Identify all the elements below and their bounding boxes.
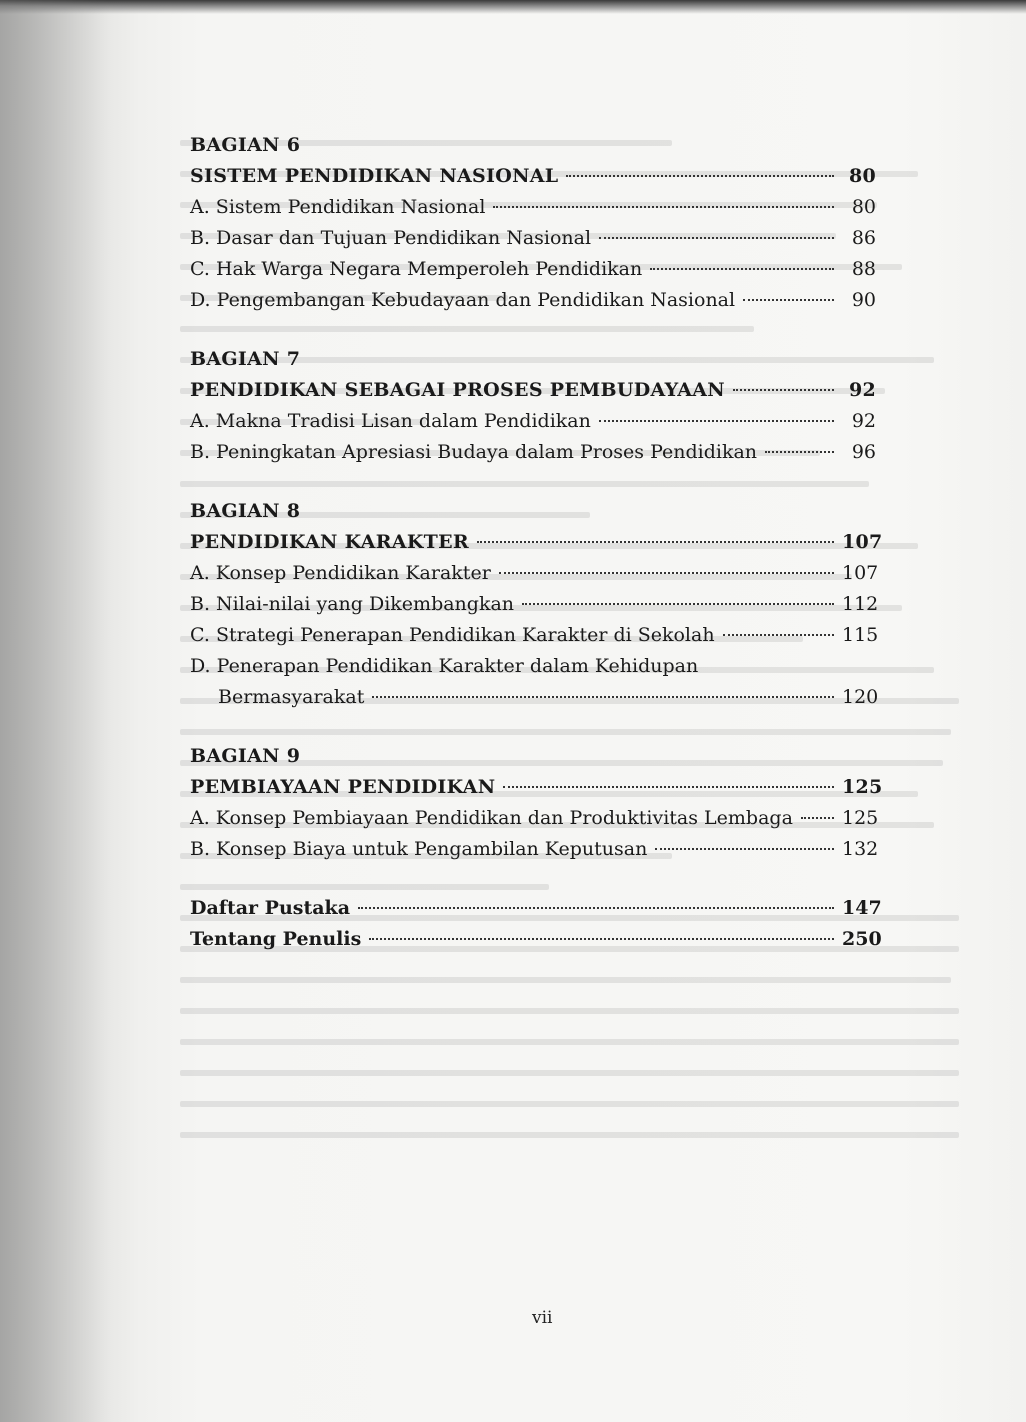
dot-leader: [801, 817, 834, 819]
page-number: 120: [842, 686, 879, 708]
page-number: 112: [842, 593, 879, 615]
dot-leader: [503, 786, 834, 788]
toc-entry-row[interactable]: [190, 285, 876, 316]
dot-leader: [650, 268, 834, 270]
dot-leader: [369, 938, 834, 940]
toc-chapter-row[interactable]: [190, 527, 883, 558]
gutter-shadow: [0, 0, 110, 1422]
dot-leader: [499, 572, 834, 574]
entry-title: A. Konsep Pembiayaan Pendidikan dan Produktivitas Lembaga: [190, 807, 793, 829]
page-number: 92: [851, 410, 876, 432]
page-number: 90: [851, 289, 876, 311]
toc-entry-row[interactable]: [190, 803, 879, 834]
page-number: 80: [851, 196, 876, 218]
toc-entry-bibliography[interactable]: [190, 893, 882, 924]
dot-leader: [372, 696, 834, 698]
page-number: 125: [842, 776, 883, 798]
toc-part-8: [190, 496, 883, 713]
page-number: 250: [842, 928, 882, 950]
page-number: 92: [848, 379, 876, 401]
toc-entry-row[interactable]: [190, 192, 876, 223]
chapter-title: PENDIDIKAN SEBAGAI PROSES PEMBUDAYAAN: [190, 379, 725, 401]
dot-leader: [655, 848, 834, 850]
toc-entry-row[interactable]: [190, 682, 879, 713]
dot-leader: [477, 541, 834, 543]
toc-entry-row[interactable]: [190, 223, 876, 254]
part-label: BAGIAN 8: [190, 500, 301, 522]
page-number: 107: [842, 562, 879, 584]
toc-page: [120, 0, 1000, 1422]
toc-chapter-row[interactable]: [190, 161, 876, 192]
dot-leader: [743, 299, 834, 301]
dot-leader: [566, 175, 834, 177]
chapter-title: PEMBIAYAAN PENDIDIKAN: [190, 776, 496, 798]
entry-title: C. Hak Warga Negara Memperoleh Pendidikan: [190, 258, 643, 280]
toc-back-matter: [190, 893, 882, 955]
entry-title-line1[interactable]: D. Penerapan Pendidikan Karakter dalam Kehidupan: [190, 655, 699, 677]
entry-title: C. Strategi Penerapan Pendidikan Karakter di Sekolah: [190, 624, 715, 646]
toc-entry-row[interactable]: [190, 558, 879, 589]
dot-leader: [733, 389, 834, 391]
entry-title: B. Konsep Biaya untuk Pengambilan Keputusan: [190, 838, 648, 860]
page-folio: vii: [532, 1308, 553, 1328]
page-number: 86: [851, 227, 876, 249]
page-number: 80: [848, 165, 876, 187]
dot-leader: [599, 420, 834, 422]
toc-part-7: [190, 344, 876, 468]
toc-part-6: [190, 130, 876, 316]
entry-title: D. Pengembangan Kebudayaan dan Pendidikan Nasional: [190, 289, 736, 311]
entry-title: B. Dasar dan Tujuan Pendidikan Nasional: [190, 227, 592, 249]
table-of-contents: [190, 130, 883, 983]
toc-chapter-row[interactable]: [190, 375, 876, 406]
entry-title: Daftar Pustaka: [190, 897, 351, 919]
part-label: BAGIAN 9: [190, 745, 301, 767]
dot-leader: [493, 206, 834, 208]
toc-entry-row[interactable]: [190, 620, 879, 651]
toc-entry-row[interactable]: [190, 254, 876, 285]
toc-entry-row[interactable]: [190, 834, 879, 865]
dot-leader: [723, 634, 834, 636]
page-number: 147: [842, 897, 882, 919]
toc-entry-row[interactable]: [190, 437, 876, 468]
page-number: 132: [842, 838, 879, 860]
chapter-title: PENDIDIKAN KARAKTER: [190, 531, 469, 553]
dot-leader: [358, 907, 834, 909]
entry-title: B. Peningkatan Apresiasi Budaya dalam Proses Pendidikan: [190, 441, 758, 463]
entry-title: B. Nilai-nilai yang Dikembangkan: [190, 593, 515, 615]
chapter-title: SISTEM PENDIDIKAN NASIONAL: [190, 165, 559, 187]
dot-leader: [599, 237, 834, 239]
toc-entry-row[interactable]: [190, 589, 879, 620]
entry-title-line2: Bermasyarakat: [218, 686, 365, 708]
page-number: 96: [851, 441, 876, 463]
entry-title: A. Sistem Pendidikan Nasional: [190, 196, 486, 218]
toc-part-9: [190, 741, 883, 865]
page-number: 125: [842, 807, 879, 829]
page-number: 88: [851, 258, 876, 280]
entry-title: A. Konsep Pendidikan Karakter: [190, 562, 491, 584]
page-number: 115: [842, 624, 879, 646]
entry-title: A. Makna Tradisi Lisan dalam Pendidikan: [190, 410, 591, 432]
toc-entry-row[interactable]: [190, 406, 876, 437]
toc-entry-about-author[interactable]: [190, 924, 882, 955]
dot-leader: [522, 603, 834, 605]
part-label: BAGIAN 7: [190, 348, 301, 370]
entry-title: Tentang Penulis: [190, 928, 362, 950]
toc-chapter-row[interactable]: [190, 772, 883, 803]
page-number: 107: [842, 531, 883, 553]
dot-leader: [765, 451, 834, 453]
part-label: BAGIAN 6: [190, 134, 301, 156]
